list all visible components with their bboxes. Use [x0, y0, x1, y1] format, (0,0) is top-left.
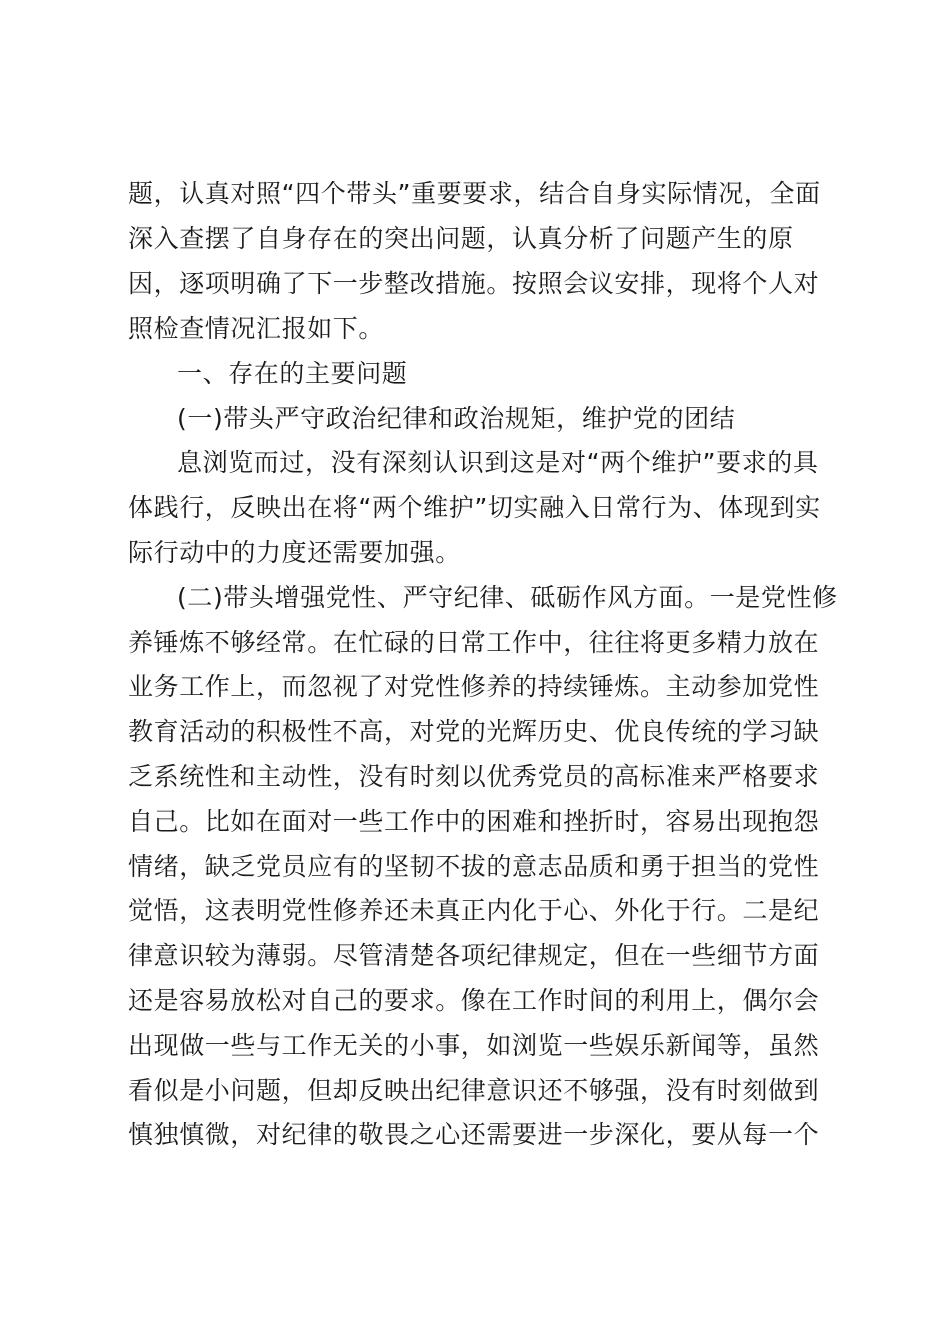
paragraph-line: 照检查情况汇报如下。 — [128, 314, 385, 343]
paragraph-line: 因，逐项明确了下一步整改措施。按照会议安排，现将个人对 — [128, 269, 820, 298]
paragraph-line: 业务工作上，而忽视了对党性修养的持续锤炼。主动参加党性 — [128, 672, 820, 701]
paragraph-line: 教育活动的积极性不高，对党的光辉历史、优良传统的学习缺 — [128, 717, 820, 746]
paragraph-line: 乏系统性和主动性，没有时刻以优秀党员的高标准来严格要求 — [128, 762, 820, 791]
subsection-heading: (一)带头严守政治纪律和政治规矩，维护党的团结 — [177, 404, 736, 433]
paragraph-line: 出现做一些与工作无关的小事，如浏览一些娱乐新闻等，虽然 — [128, 1031, 820, 1060]
paragraph-line: 际行动中的力度还需要加强。 — [128, 538, 461, 567]
paragraph-line: 律意识较为薄弱。尽管清楚各项纪律规定，但在一些细节方面 — [128, 941, 820, 970]
paragraph-line: 情绪，缺乏党员应有的坚韧不拔的意志品质和勇于担当的党性 — [128, 852, 820, 881]
paragraph-line: 养锤炼不够经常。在忙碌的日常工作中，往往将更多精力放在 — [128, 628, 820, 657]
paragraph-line: 还是容易放松对自己的要求。像在工作时间的利用上，偶尔会 — [128, 986, 820, 1015]
paragraph-line: 深入查摆了自身存在的突出问题，认真分析了问题产生的原 — [128, 224, 794, 253]
paragraph-line: 看似是小问题，但却反映出纪律意识还不够强，没有时刻做到 — [128, 1076, 820, 1105]
paragraph-line: 慎独慎微，对纪律的敬畏之心还需要进一步深化，要从每一个 — [128, 1120, 820, 1149]
paragraph-line: 觉悟，这表明党性修养还未真正内化于心、外化于行。二是纪 — [128, 896, 820, 925]
paragraph-line: 体践行，反映出在将“两个维护”切实融入日常行为、体现到实 — [128, 493, 821, 522]
paragraph-line: 息浏览而过，没有深刻认识到这是对“两个维护”要求的具 — [177, 448, 819, 477]
paragraph-line: 自己。比如在面对一些工作中的困难和挫折时，容易出现抱怨 — [128, 807, 820, 836]
subsection-heading: (二)带头增强党性、严守纪律、砥砺作风方面。一是党性修 — [177, 583, 838, 612]
paragraph-line: 题，认真对照“四个带头”重要要求，结合自身实际情况，全面 — [128, 179, 821, 208]
section-heading: 一、存在的主要问题 — [177, 359, 408, 388]
